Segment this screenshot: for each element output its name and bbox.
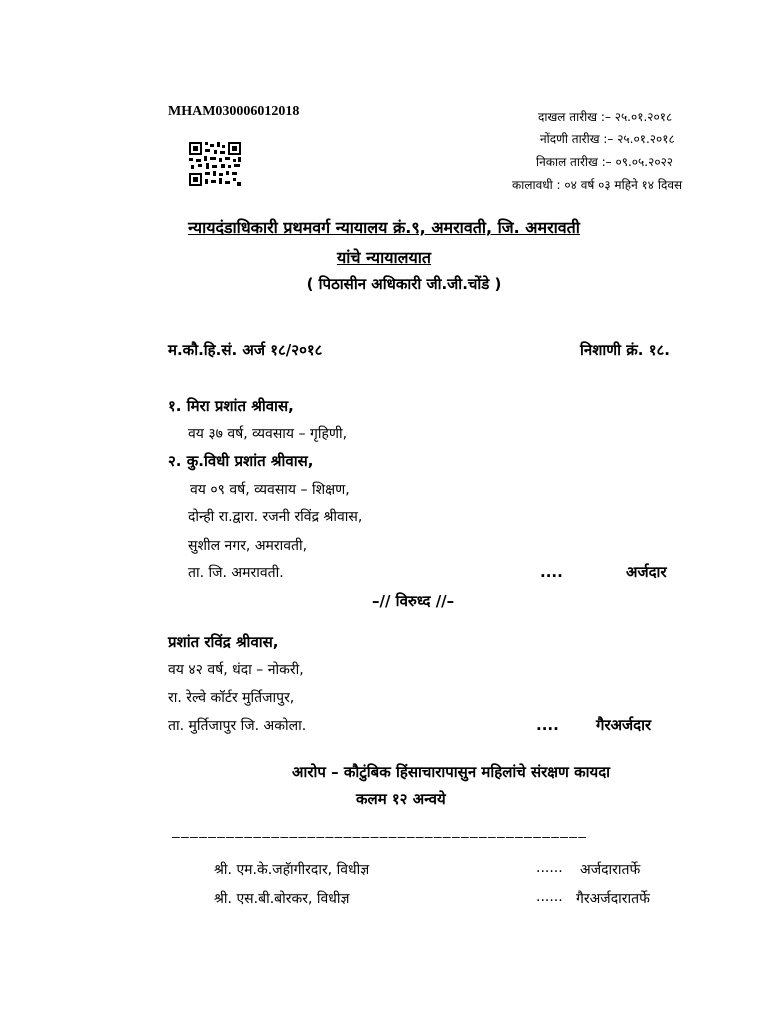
decision-date: निकाल तारीख :– ०९.०५.२०२२ xyxy=(536,155,674,169)
registration-date: नोंदणी तारीख :– २५.०१.२०१८ xyxy=(540,132,675,146)
applicant-dots: .... xyxy=(540,563,563,581)
counsel-1-dots: ...... xyxy=(536,860,563,876)
applicant-address-3: ता. जि. अमरावती. xyxy=(188,565,284,581)
applicant-2-detail: वय ०९ वर्ष, व्यवसाय – शिक्षण, xyxy=(190,482,350,498)
applicant-2-name: २. कु.विधी प्रशांत श्रीवास, xyxy=(168,452,314,470)
respondent-address-2: ता. मुर्तिजापुर जि. अकोला. xyxy=(168,718,307,734)
case-number: म.कौ.हि.सं. अर्ज १८/२०१८ xyxy=(168,341,323,359)
respondent-dots: .... xyxy=(536,716,559,734)
court-name: न्यायदंडाधिकारी प्रथमवर्ग न्यायालय क्रं.९, अमरावती, जि. अमरावती xyxy=(188,218,580,237)
counsel-1-name: श्री. एम.के.जहॅागीरदार, विधीज्ञ xyxy=(214,862,370,878)
applicant-1-name: १. मिरा प्रशांत श्रीवास, xyxy=(168,397,294,415)
applicant-address-2: सुशील नगर, अमरावती, xyxy=(188,538,308,554)
counsel-1-role: अर्जदारातर्फे xyxy=(580,862,641,878)
separator-line: –––––––––––––––––––––––––––––––––––––––––––––– xyxy=(172,830,588,845)
cnr-number: MHAM030006012018 xyxy=(168,104,300,119)
charge-line-2: कलम १२ अन्वये xyxy=(356,790,446,808)
respondent-name: प्रशांत रविंद्र श्रीवास, xyxy=(168,633,279,651)
respondent-detail: वय ४२ वर्ष, धंदा – नोकरी, xyxy=(168,662,304,678)
counsel-2-dots: ...... xyxy=(536,889,563,905)
exhibit-number: निशाणी क्रं. १८. xyxy=(580,341,670,359)
applicant-1-detail: वय ३७ वर्ष, व्यवसाय – गृहिणी, xyxy=(188,426,348,442)
charge-line-1: आरोप – कौटुंबिक हिंसाचारापासुन महिलांचे संरक्षण कायदा xyxy=(292,763,611,781)
respondent-address-1: रा. रेल्वे कॉर्टर मुर्तिजापुर, xyxy=(168,690,295,706)
counsel-2-name: श्री. एस.बी.बोरकर, विधीज्ञ xyxy=(214,891,350,907)
counsel-2-role: गैरअर्जदारातर्फे xyxy=(576,891,650,907)
case-duration: कालावधी : ०४ वर्ष ०३ महिने १४ दिवस xyxy=(512,178,683,192)
respondent-role: गैरअर्जदार xyxy=(596,716,652,734)
presiding-officer: ( पिठासीन अधिकारी जी.जी.चोंडे ) xyxy=(306,275,502,293)
court-name-line2: यांचे न्यायालयात xyxy=(336,248,432,267)
qr-code-icon xyxy=(188,141,242,187)
applicant-role: अर्जदार xyxy=(626,563,667,581)
filing-date: दाखल तारीख :– २५.०१.२०१८ xyxy=(538,110,673,124)
applicant-address-1: दोन्ही रा.द्वारा. रजनी रविंद्र श्रीवास, xyxy=(188,509,363,525)
versus-heading: –// विरुध्द //– xyxy=(372,592,455,610)
